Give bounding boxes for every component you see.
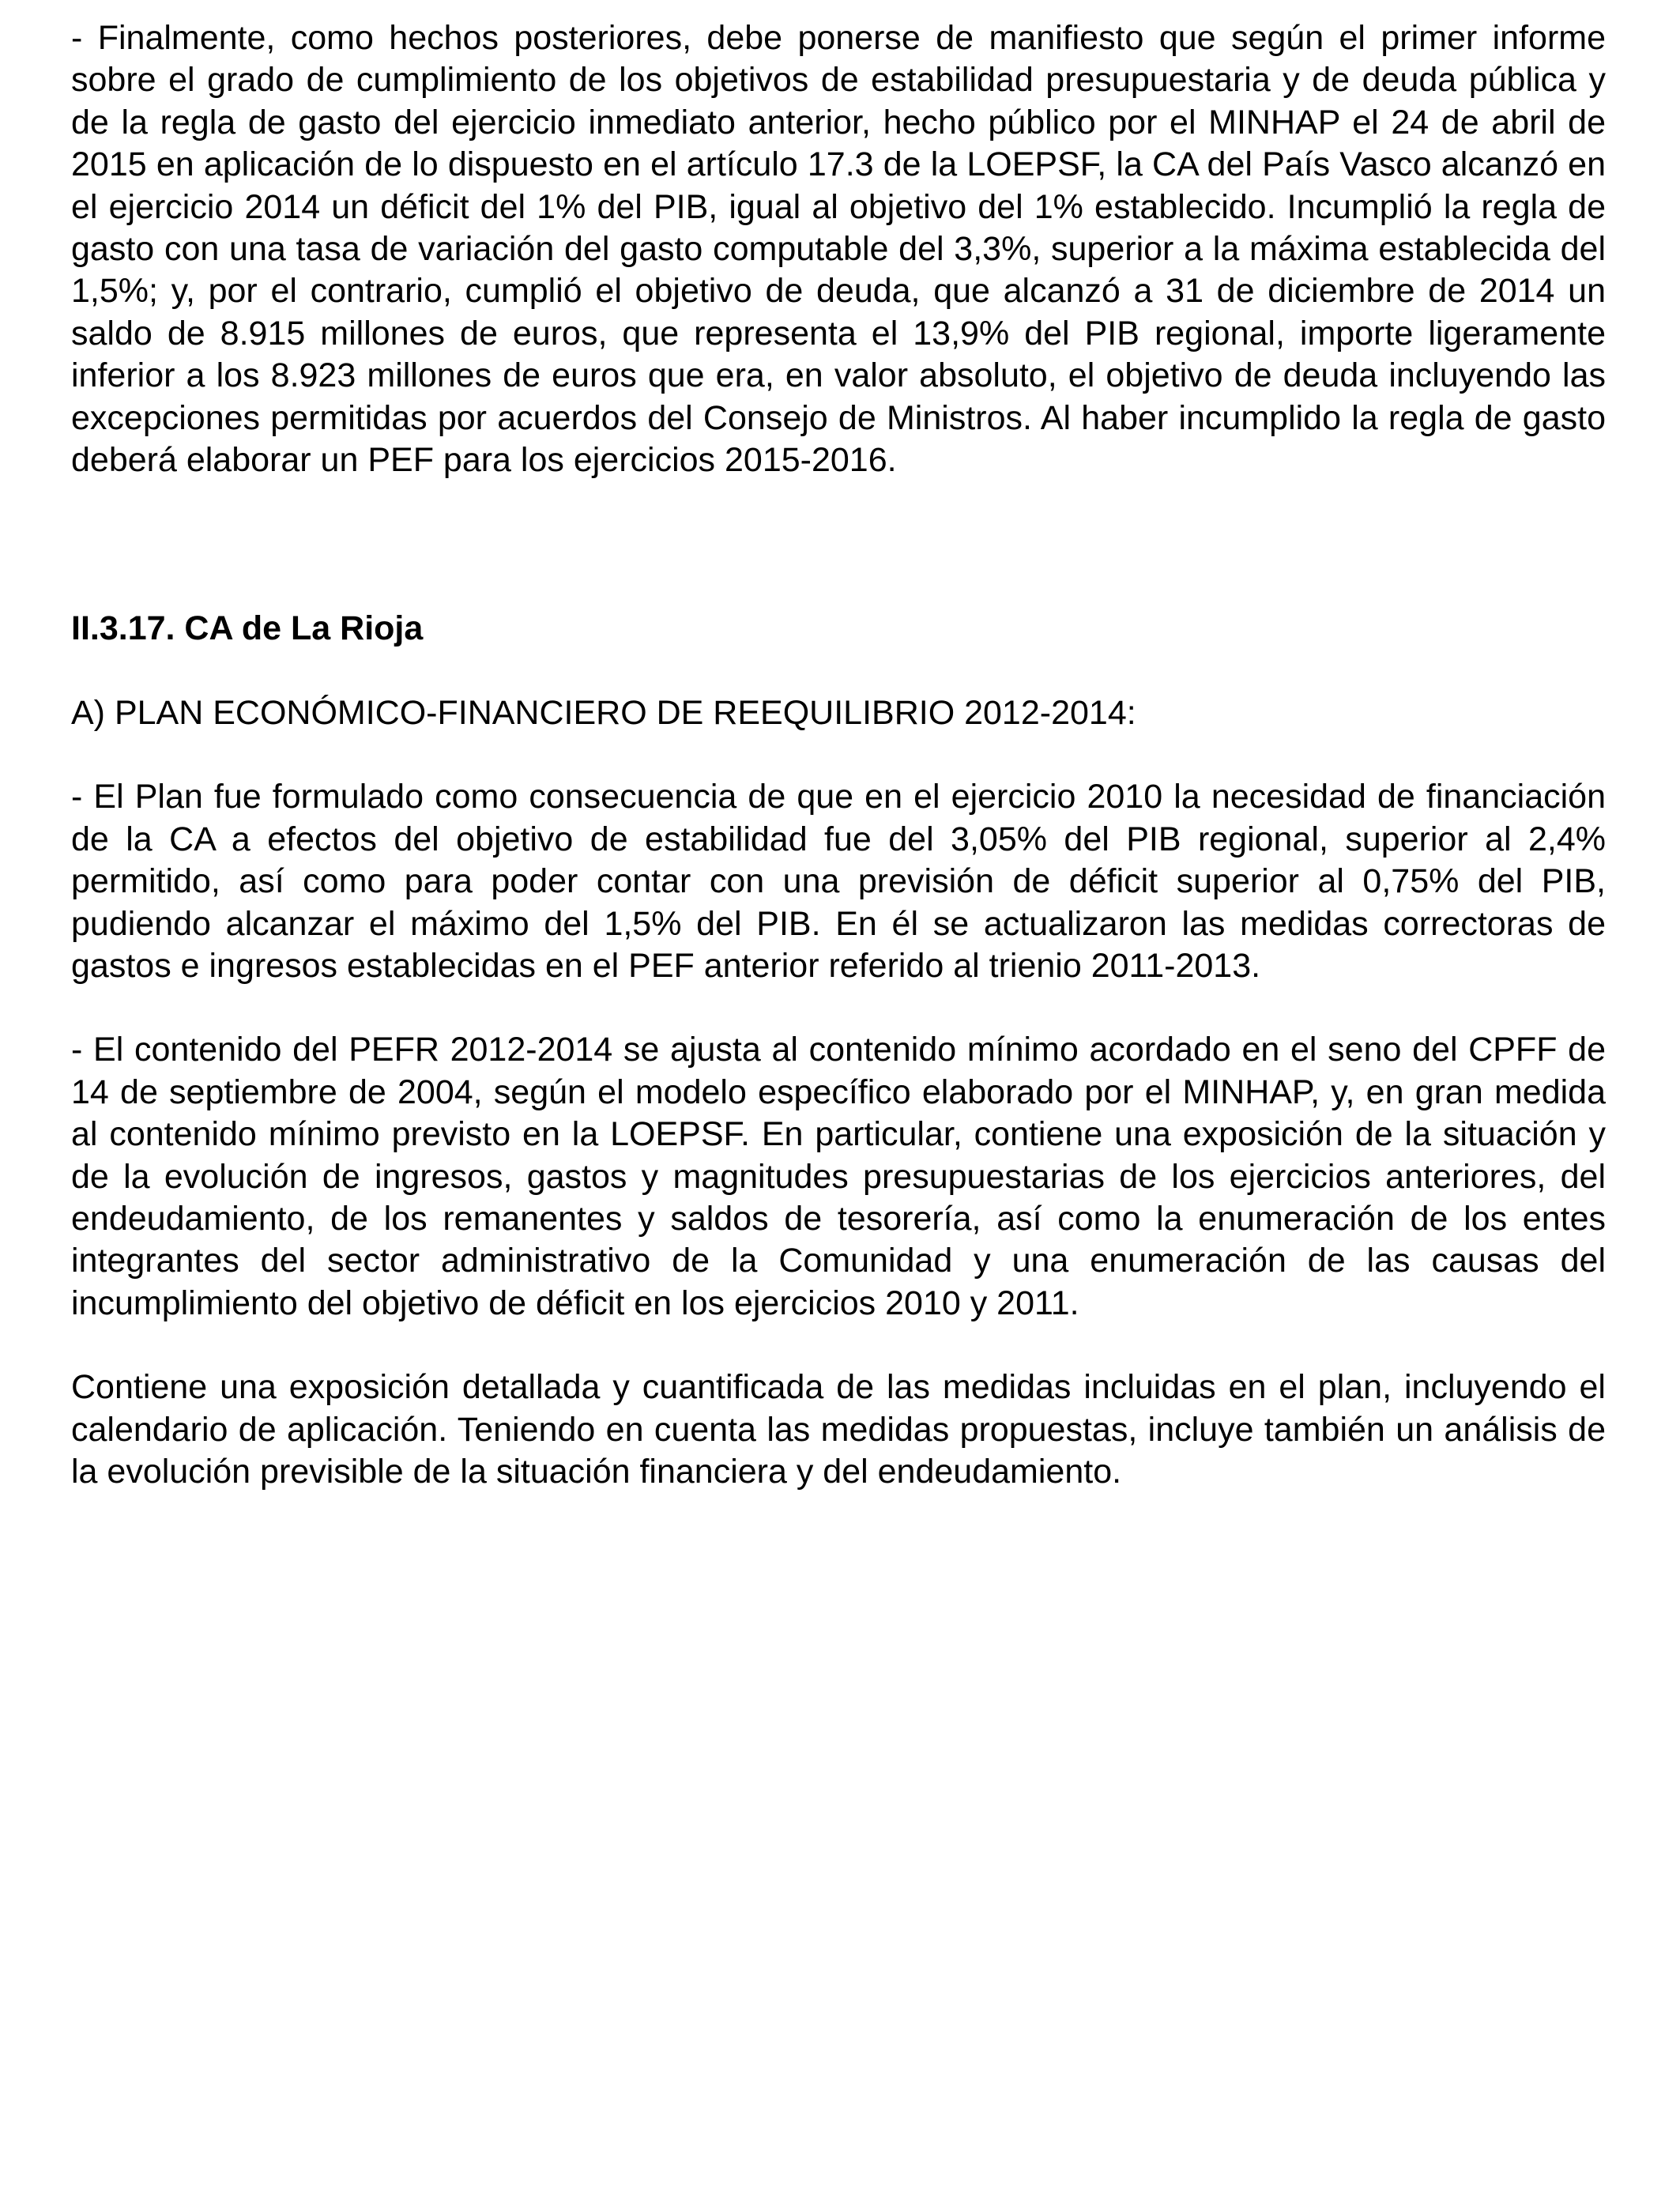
subsection-heading: A) PLAN ECONÓMICO-FINANCIERO DE REEQUILIBRIO 2012-2014: [71,693,1136,732]
paragraph-plan-formulation: - El Plan fue formulado como consecuencia de que en el ejercicio 2010 la necesidad de financiación de la CA a efectos del objetivo de estabilidad fue del 3,05% del PIB regional, superior al 2,4% permitido, así como para poder contar con una previsión de déficit superior al 0,75% del PIB, pudiendo alcanzar el máximo del 1,5% del PIB. En él se actualizaron las medidas correctoras de gastos e ingresos establecidas en el PEF anterior referido al trienio 2011-2013. [71,778,1606,985]
spacer [71,650,1606,692]
paragraph-pefr-content: - El contenido del PEFR 2012-2014 se ajusta al contenido mínimo acordado en el seno del CPFF de 14 de septiembre de 2004, según el modelo específico elaborado por el MINHAP, y, en gran medida al contenido mínimo previsto en la LOEPSF. En particular, contiene una exposición de la situación y de la evolución de ingresos, gastos y magnitudes presupuestarias de los ejercicios anteriores, del endeudamiento, de los remanentes y saldos de tesorería, así como la enumeración de los entes integrantes del sector administrativo de la Comunidad y una enumeración de las causas del incumplimiento del objetivo de déficit en los ejercicios 2010 y 2011. [71,1031,1606,1322]
spacer [71,734,1606,776]
paragraph-measures: Contiene una exposición detallada y cuantificada de las medidas incluidas en el plan, incluyendo el calendario de aplicación. Teniendo en cuenta las medidas propuestas, incluye también un análisis de la evolución previsible de la situación financiera y del endeudamiento. [71,1368,1606,1491]
spacer [71,987,1606,1029]
paragraph-pais-vasco-follow-up: - Finalmente, como hechos posteriores, debe ponerse de manifiesto que según el primer informe sobre el grado de cumplimiento de los objetivos de estabilidad presupuestaria y de deuda pública y de la regla de gasto del ejercicio inmediato anterior, hecho público por el MINHAP el 24 de abril de 2015 en aplicación de lo dispuesto en el artículo 17.3 de la LOEPSF, la CA del País Vasco alcanzó en el ejercicio 2014 un déficit del 1% del PIB, igual al objetivo del 1% establecido. Incumplió la regla de gasto con una tasa de variación del gasto computable del 3,3%, superior a la máxima establecida del 1,5%; y, por el contrario, cumplió el objetivo de deuda, que alcanzó a 31 de diciembre de 2014 un saldo de 8.915 millones de euros, que representa el 13,9% del PIB regional, importe ligeramente inferior a los 8.923 millones de euros que era, en valor absoluto, el objetivo de deuda incluyendo las excepciones permitidas por acuerdos del Consejo de Ministros. Al haber incumplido la regla de gasto deberá elaborar un PEF para los ejercicios 2015-2016. [71,19,1606,480]
document-page [71,17,1606,1493]
spacer [71,1325,1606,1367]
section-spacer [71,481,1606,608]
section-heading: II.3.17. CA de La Rioja [71,609,424,648]
